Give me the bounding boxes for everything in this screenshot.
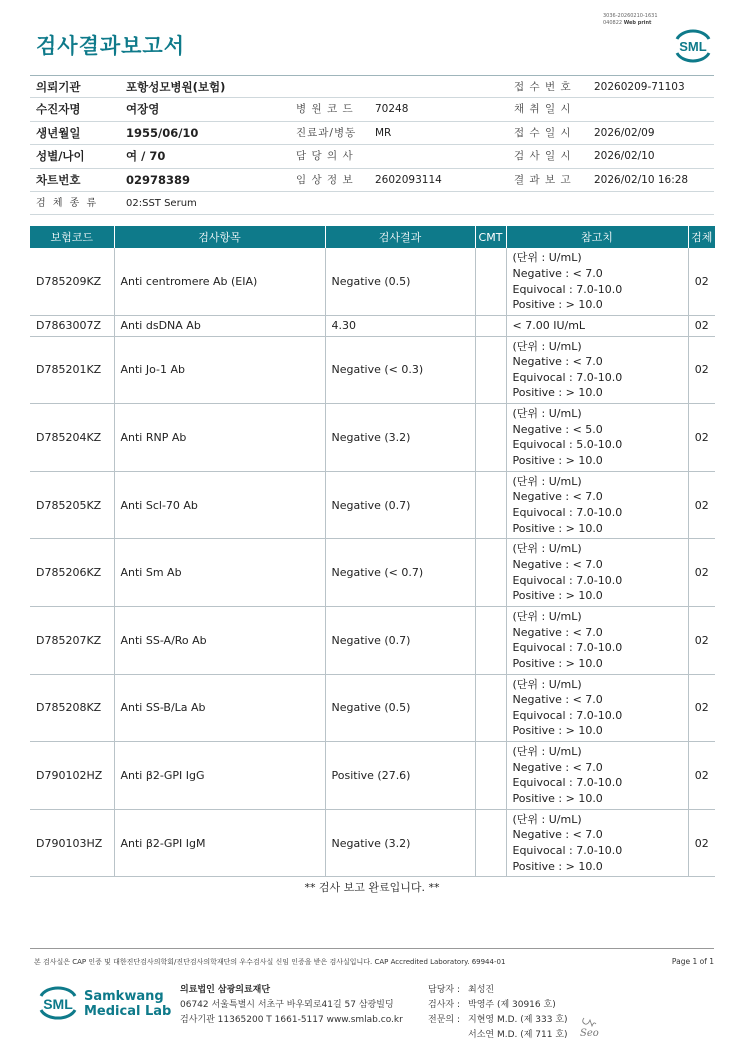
info-value: 포항성모병원(보험) [126,80,226,94]
info-row [30,169,714,192]
reference-line: (단위 : U/mL) [512,474,582,488]
reference-line: Equivocal : 7.0-10.0 [512,370,623,384]
reference-line: Negative : < 7.0 [512,760,603,774]
info-row [30,122,714,145]
column-header: 참고치 [506,226,688,248]
comment-cell [475,336,506,404]
reference-line: Equivocal : 7.0-10.0 [512,573,623,587]
staff-block [428,983,568,1043]
specimen-cell: 02 [688,606,715,674]
reference-line: Positive : > 10.0 [512,298,603,312]
test-result-cell: Negative (0.7) [325,471,475,539]
staff-value: 최성진 [468,985,495,995]
reference-line: (단위 : U/mL) [512,407,582,421]
info-label: 의뢰기관 [36,80,81,94]
comment-cell [475,606,506,674]
info-label: 접 수 일 시 [514,126,572,139]
staff-label: 담당자 : [428,985,460,995]
reference-line: Negative : < 7.0 [512,266,603,280]
staff-label: 검사자 : [428,1000,460,1010]
column-header: 검사결과 [325,226,475,248]
column-header: 검사항목 [114,226,325,248]
test-result-cell: Negative (0.7) [325,606,475,674]
test-result-cell: Negative (0.5) [325,248,475,316]
organization-block [180,983,403,1028]
specimen-cell: 02 [688,404,715,472]
reference-line: Negative : < 7.0 [512,490,603,504]
reference-range-cell [506,471,688,539]
svg-text:Seo: Seo [580,1028,599,1039]
insurance-code-cell: D785205KZ [30,471,114,539]
info-label: 진료과/병동 [296,126,357,139]
report-status: ** 검사 보고 완료입니다. ** [304,881,440,894]
insurance-code-cell: D785207KZ [30,606,114,674]
specimen-row [30,192,714,215]
reference-range-cell [506,674,688,742]
reference-line: Equivocal : 7.0-10.0 [512,776,623,790]
reference-line: Negative : < 7.0 [512,558,603,572]
test-item-cell: Anti β2-GPI IgG [114,742,325,810]
table-row [30,336,715,404]
staff-row [428,983,568,998]
test-item-cell: Anti SS-B/La Ab [114,674,325,742]
info-label: 성별/나이 [36,149,85,164]
specimen-cell: 02 [688,471,715,539]
reference-line: Negative : < 7.0 [512,693,603,707]
specimen-value: 02:SST Serum [126,197,197,209]
company-name: Samkwang Medical Lab [84,989,172,1019]
column-header: 검체 [688,226,715,248]
insurance-code-cell: D790102HZ [30,742,114,810]
info-label: 수진자명 [36,102,81,117]
specimen-cell: 02 [688,742,715,810]
info-label: 임 상 정 보 [296,173,354,186]
reference-range-cell [506,809,688,877]
table-row [30,742,715,810]
test-result-cell: Negative (0.5) [325,674,475,742]
test-result-cell: Negative (3.2) [325,809,475,877]
print-time-mode: 040822 Web print [603,19,652,26]
info-value: 70248 [375,103,409,116]
table-row [30,809,715,877]
reference-line: Positive : > 10.0 [512,656,603,670]
reference-line: < 7.00 IU/mL [512,319,586,333]
specimen-cell: 02 [688,809,715,877]
org-contact: 검사기관 11365200 T 1661-5117 www.smlab.co.kr [180,1015,403,1025]
info-row [30,75,714,98]
patient-info [30,75,714,215]
reference-line: (단위 : U/mL) [512,812,582,826]
specimen-cell: 02 [688,248,715,316]
insurance-code-cell: D790103HZ [30,809,114,877]
sml-footer-logo-text: SML [43,996,73,1012]
reference-range-cell [506,742,688,810]
test-result-cell: Negative (< 0.7) [325,539,475,607]
info-row [30,145,714,168]
info-label: 담 당 의 사 [296,150,354,163]
reference-line: (단위 : U/mL) [512,251,582,265]
org-address: 06742 서울특별시 서초구 바우뫼로41길 57 삼광빌딩 [180,1000,394,1010]
test-result-cell: Negative (3.2) [325,404,475,472]
insurance-code-cell: D7863007Z [30,316,114,337]
test-result-cell: 4.30 [325,316,475,337]
comment-cell [475,539,506,607]
footer-divider [30,948,714,949]
info-value: 여장영 [126,102,160,117]
reference-line: Positive : > 10.0 [512,454,603,468]
certification-note: 본 검사실은 CAP 인증 및 대한진단검사의학회/진단검사의학재단의 우수검사실 신임 인증을 받은 검사실입니다. CAP Accredited Laboratory. 69944-01 [34,958,506,966]
specimen-cell: 02 [688,674,715,742]
reference-line: Equivocal : 7.0-10.0 [512,844,623,858]
signature-image [576,1008,612,1042]
reference-line: Negative : < 7.0 [512,355,603,369]
info-value: 02978389 [126,172,191,187]
column-header: CMT [475,226,506,248]
reference-line: Equivocal : 7.0-10.0 [512,641,623,655]
reference-line: Negative : < 5.0 [512,422,603,436]
org-name: 의료법인 삼광의료재단 [180,985,271,995]
specimen-cell: 02 [688,316,715,337]
table-row [30,539,715,607]
reference-range-cell [506,606,688,674]
reference-range-cell [506,539,688,607]
insurance-code-cell: D785206KZ [30,539,114,607]
table-row [30,404,715,472]
reference-line: Positive : > 10.0 [512,589,603,603]
staff-row [428,1028,568,1043]
test-result-cell: Negative (< 0.3) [325,336,475,404]
test-item-cell: Anti RNP Ab [114,404,325,472]
info-value: 2026/02/10 16:28 [594,173,689,186]
staff-value: 지현영 M.D. (제 333 호) [468,1015,568,1025]
info-label: 검 사 일 시 [514,150,572,163]
insurance-code-cell: D785204KZ [30,404,114,472]
reference-line: (단위 : U/mL) [512,542,582,556]
specimen-label: 검 체 종 류 [36,197,99,209]
info-label: 채 취 일 시 [514,103,572,116]
test-item-cell: Anti Sm Ab [114,539,325,607]
info-label: 차트번호 [36,172,81,187]
info-row [30,98,714,121]
reference-line: Positive : > 10.0 [512,521,603,535]
info-value: 1955/06/10 [126,125,199,140]
reference-line: Negative : < 7.0 [512,625,603,639]
reference-line: (단위 : U/mL) [512,610,582,624]
test-result-cell: Positive (27.6) [325,742,475,810]
column-header: 보험코드 [30,226,114,248]
info-label: 접 수 번 호 [514,81,572,93]
staff-value: 박영주 (제 30916 호) [468,1000,556,1010]
test-item-cell: Anti Scl-70 Ab [114,471,325,539]
reference-line: Equivocal : 7.0-10.0 [512,708,623,722]
table-row [30,606,715,674]
test-item-cell: Anti β2-GPI IgM [114,809,325,877]
info-label: 결 과 보 고 [514,173,572,186]
reference-line: (단위 : U/mL) [512,339,582,353]
info-value: 20260209-71103 [594,81,685,93]
comment-cell [475,404,506,472]
info-value: 2026/02/09 [594,126,655,139]
sml-logo-text: SML [679,39,707,54]
info-value: MR [375,126,392,139]
comment-cell [475,742,506,810]
reference-line: (단위 : U/mL) [512,745,582,759]
staff-value: 서소연 M.D. (제 711 호) [468,1030,568,1040]
reference-line: Equivocal : 5.0-10.0 [512,438,623,452]
comment-cell [475,248,506,316]
info-label: 병 원 코 드 [296,103,354,116]
reference-line: Positive : > 10.0 [512,859,603,873]
sml-logo [672,26,714,66]
test-item-cell: Anti SS-A/Ro Ab [114,606,325,674]
table-row [30,316,715,337]
table-header-row [30,226,715,248]
insurance-code-cell: D785209KZ [30,248,114,316]
page-number: Page 1 of 1 [671,957,714,966]
reference-line: (단위 : U/mL) [512,677,582,691]
specimen-cell: 02 [688,539,715,607]
staff-row [428,998,568,1013]
test-item-cell: Anti dsDNA Ab [114,316,325,337]
info-value: 여 / 70 [126,149,166,164]
reference-line: Equivocal : 7.0-10.0 [512,506,623,520]
reference-line: Positive : > 10.0 [512,386,603,400]
print-code: 3036-20260210-1631 [603,13,658,19]
info-value: 2602093114 [375,173,442,186]
reference-line: Positive : > 10.0 [512,724,603,738]
results-table [30,226,715,877]
comment-cell [475,316,506,337]
table-row [30,248,715,316]
page-title: 검사결과보고서 [36,34,186,58]
comment-cell [475,674,506,742]
insurance-code-cell: D785201KZ [30,336,114,404]
test-item-cell: Anti centromere Ab (EIA) [114,248,325,316]
reference-range-cell [506,248,688,316]
info-value: 2026/02/10 [594,150,655,163]
sml-footer-logo [36,982,80,1024]
reference-line: Negative : < 7.0 [512,828,603,842]
staff-row [428,1013,568,1028]
reference-line: Equivocal : 7.0-10.0 [512,282,623,296]
reference-range-cell [506,316,688,337]
test-item-cell: Anti Jo-1 Ab [114,336,325,404]
print-info [603,13,693,26]
info-label: 생년월일 [36,125,81,140]
table-row [30,471,715,539]
table-row [30,674,715,742]
reference-range-cell [506,336,688,404]
staff-label: 전문의 : [428,1015,460,1025]
insurance-code-cell: D785208KZ [30,674,114,742]
comment-cell [475,809,506,877]
comment-cell [475,471,506,539]
reference-line: Positive : > 10.0 [512,792,603,806]
reference-range-cell [506,404,688,472]
specimen-cell: 02 [688,336,715,404]
